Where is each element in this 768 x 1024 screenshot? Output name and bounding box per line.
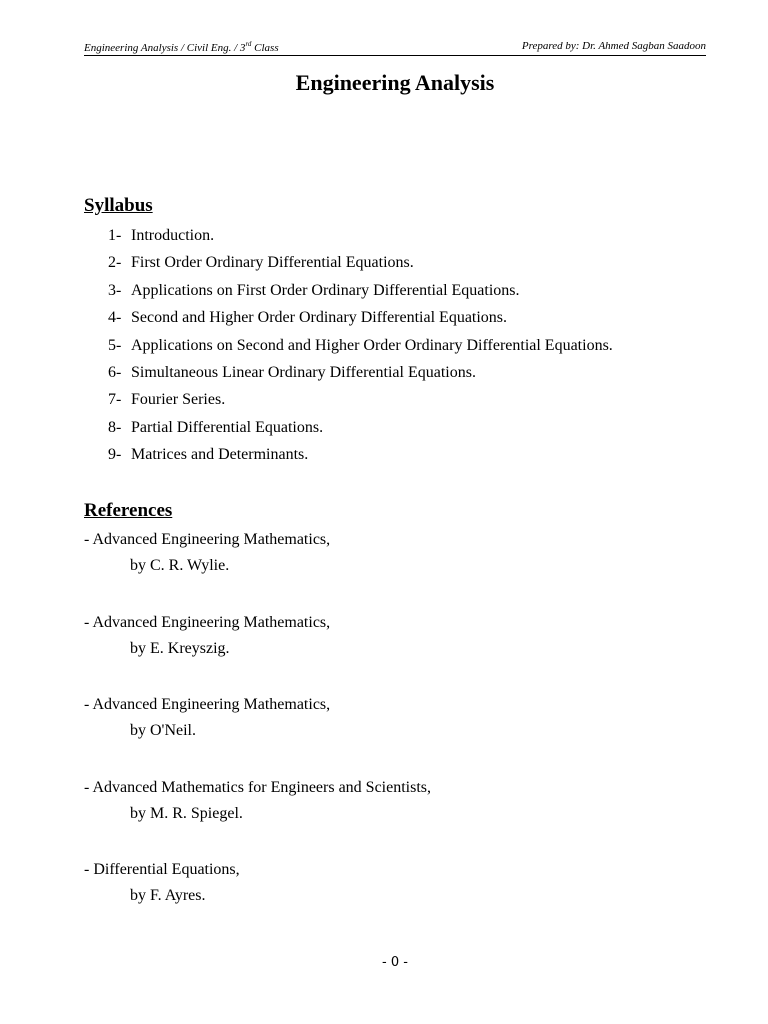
syllabus-item: 5- Applications on Second and Higher Order Ordinary Differential Equations.: [108, 336, 613, 354]
syllabus-item: 7- Fourier Series.: [108, 391, 226, 409]
reference-title: - Advanced Engineering Mathematics,: [84, 696, 331, 713]
references-list: [84, 530, 431, 943]
syllabus-item: 1- Introduction.: [108, 227, 215, 244]
reference-author: by E. Kreyszig.: [130, 639, 230, 657]
reference-title: - Advanced Engineering Mathematics,: [84, 531, 331, 548]
reference-item: [84, 778, 431, 861]
page-title: Engineering Analysis: [295, 70, 495, 95]
reference-item: [84, 613, 431, 696]
syllabus-item: 4- Second and Higher Order Ordinary Differential Equations.: [108, 309, 508, 327]
syllabus-item: 6- Simultaneous Linear Ordinary Differential Equations.: [108, 363, 476, 381]
page-header: [84, 40, 706, 56]
reference-title: - Advanced Engineering Mathematics,: [84, 613, 331, 631]
reference-item: [84, 695, 431, 778]
syllabus-list: [108, 226, 613, 473]
page-number: - 0 -: [382, 955, 408, 970]
references-heading: References: [84, 500, 173, 521]
reference-author: by F. Ayres.: [130, 887, 206, 904]
syllabus-item: 2- First Order Ordinary Differential Equations.: [108, 254, 414, 272]
syllabus-heading: Syllabus: [84, 195, 153, 216]
header-author: Prepared by: Dr. Ahmed Sagban Saadoon: [521, 40, 706, 52]
reference-item: [84, 860, 431, 943]
syllabus-item: 9- Matrices and Determinants.: [108, 446, 309, 464]
reference-author: by M. R. Spiegel.: [130, 804, 243, 822]
syllabus-item: 8- Partial Differential Equations.: [108, 418, 324, 436]
reference-title: - Advanced Mathematics for Engineers and Scientists,: [84, 778, 432, 796]
syllabus-item: 3- Applications on First Order Ordinary Differential Equations.: [108, 281, 520, 299]
header-course-info: Engineering Analysis / Civil Eng. / 3rd Class: [84, 40, 279, 54]
reference-title: - Differential Equations,: [84, 861, 240, 878]
reference-item: [84, 530, 431, 613]
reference-author: by O'Neil.: [130, 722, 196, 739]
reference-author: by C. R. Wylie.: [130, 557, 230, 574]
